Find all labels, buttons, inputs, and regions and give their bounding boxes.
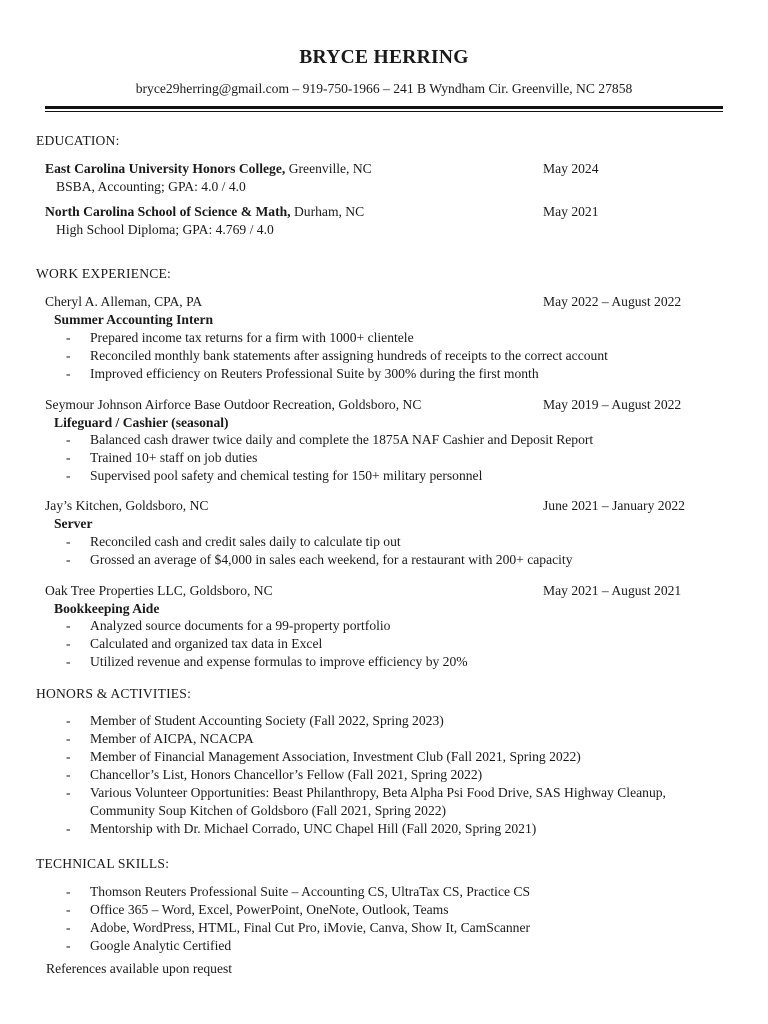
list-item: - Reconciled cash and credit sales daily to calculate tip out [66,534,401,549]
list-item: - Trained 10+ staff on job duties [66,450,258,465]
job-title: Lifeguard / Cashier (seasonal) [54,415,229,430]
contact-line: bryce29herring@gmail.com – 919-750-1966 – 241 B Wyndham Cir. Greenville, NC 27858 [135,81,633,96]
header-rule-thick [45,106,723,109]
school-location: Durham, NC [293,204,365,219]
list-item: - Reconciled monthly bank statements after assigning hundreds of receipts to the correct account [66,348,608,363]
education-heading: EDUCATION: [36,133,120,148]
job-header [45,582,745,600]
work-heading: WORK EXPERIENCE: [36,266,171,281]
school-location: Greenville, NC [288,161,372,176]
job-date: May 2022 – August 2022 [543,294,682,309]
job-header [45,497,745,515]
skills-heading: TECHNICAL SKILLS: [36,856,170,871]
skills-list [66,883,716,955]
degree-detail: High School Diploma; GPA: 4.769 / 4.0 [56,222,274,237]
employer: Oak Tree Properties LLC, Goldsboro, NC [45,583,273,598]
list-item: - Google Analytic Certified [66,938,232,953]
employer: Jay’s Kitchen, Goldsboro, NC [45,498,209,513]
list-item: - Calculated and organized tax data in Excel [66,636,323,651]
job-date: May 2019 – August 2022 [543,397,682,412]
list-item: - Utilized revenue and expense formulas to improve efficiency by 20% [66,654,468,669]
list-item: - Prepared income tax returns for a firm with 1000+ clientele [66,330,414,345]
list-item: - Various Volunteer Opportunities: Beast Philanthropy, Beta Alpha Psi Food Drive, SAS Highway Cleanup, Community Soup Kitchen of Goldsboro (Fall 2021, Spring 2022) [66,785,666,818]
list-item: - Adobe, WordPress, HTML, Final Cut Pro, iMovie, Canva, Show It, CamScanner [66,920,531,935]
school-name: East Carolina University Honors College, [45,161,286,176]
education-date: May 2024 [543,161,599,176]
education-date: May 2021 [543,204,599,219]
list-item: - Member of AICPA, NCACPA [66,731,254,746]
list-item: - Chancellor’s List, Honors Chancellor’s Fellow (Fall 2021, Spring 2022) [66,767,483,782]
references-note: References available upon request [46,961,233,976]
employer: Seymour Johnson Airforce Base Outdoor Recreation, Goldsboro, NC [45,397,422,412]
job-header [45,293,745,311]
job-date: June 2021 – January 2022 [543,498,685,513]
list-item: - Thomson Reuters Professional Suite – Accounting CS, UltraTax CS, Practice CS [66,884,531,899]
job-title: Server [54,516,93,531]
list-item: - Mentorship with Dr. Michael Corrado, UNC Chapel Hill (Fall 2020, Spring 2021) [66,821,537,836]
school-name: North Carolina School of Science & Math, [45,204,291,219]
job-title: Bookkeeping Aide [54,601,160,616]
list-item: - Grossed an average of $4,000 in sales each weekend, for a restaurant with 200+ capacity [66,552,573,567]
list-item: - Member of Financial Management Association, Investment Club (Fall 2021, Spring 2022) [66,749,581,764]
list-item: - Improved efficiency on Reuters Professional Suite by 300% during the first month [66,366,539,381]
list-item: - Balanced cash drawer twice daily and complete the 1875A NAF Cashier and Deposit Report [66,432,594,447]
list-item: - Analyzed source documents for a 99-property portfolio [66,618,391,633]
honors-list [66,712,696,838]
list-item: - Member of Student Accounting Society (Fall 2022, Spring 2023) [66,713,444,728]
employer: Cheryl A. Alleman, CPA, PA [45,294,203,309]
job-bullets [66,533,716,569]
list-item: - Supervised pool safety and chemical testing for 150+ military personnel [66,468,483,483]
education-entry [45,203,745,221]
honors-heading: HONORS & ACTIVITIES: [36,686,192,701]
degree-detail: BSBA, Accounting; GPA: 4.0 / 4.0 [56,179,246,194]
job-date: May 2021 – August 2021 [543,583,682,598]
job-header [45,396,745,414]
job-bullets [66,617,716,671]
list-item: - Office 365 – Word, Excel, PowerPoint, OneNote, Outlook, Teams [66,902,449,917]
job-bullets [66,431,716,485]
job-bullets [66,329,716,383]
job-title: Summer Accounting Intern [54,312,214,327]
candidate-name: BRYCE HERRING [299,47,469,68]
header-rule-thin [45,111,723,112]
education-entry [45,160,745,178]
